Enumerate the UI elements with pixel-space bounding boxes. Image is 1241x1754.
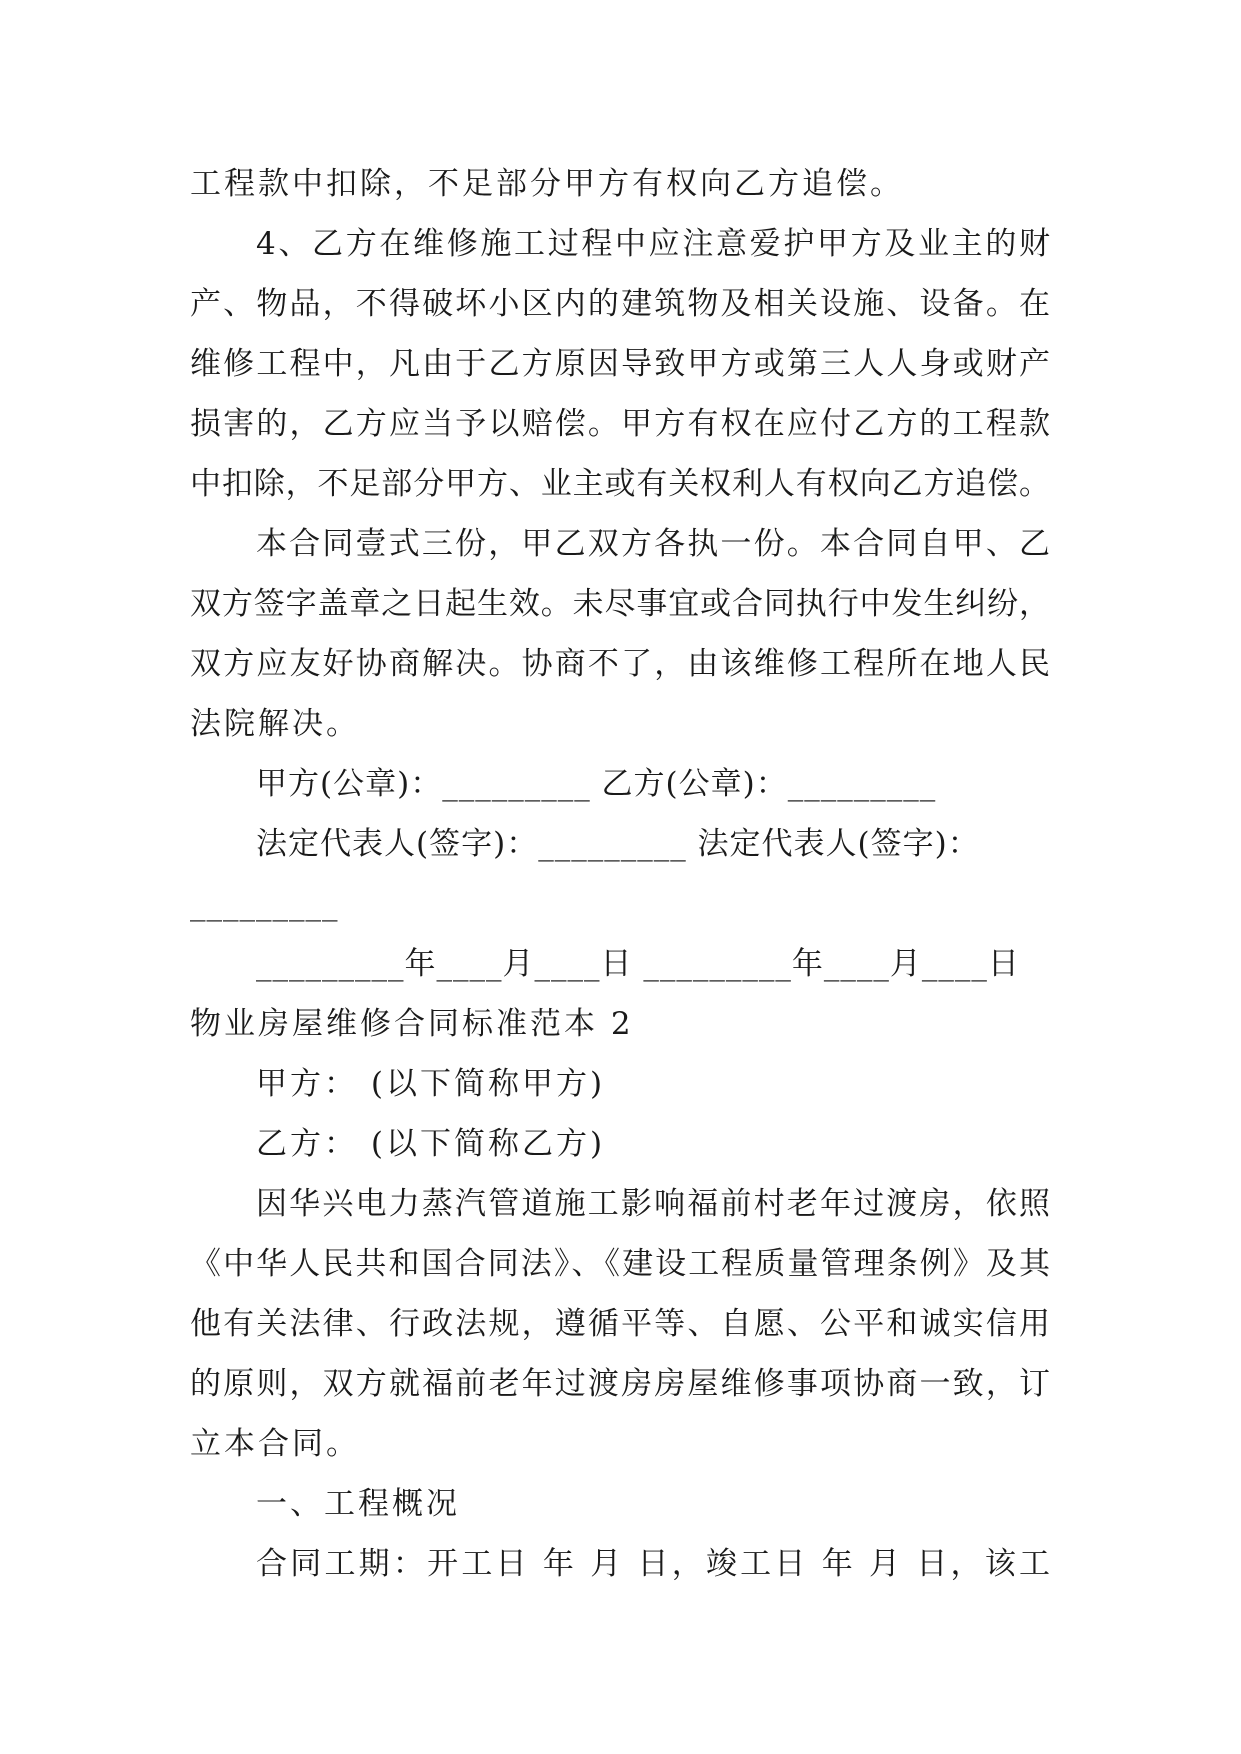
- paragraph-line: 双方应友好协商解决。协商不了，由该维修工程所在地人民: [190, 646, 1050, 682]
- signature-line: 法定代表人(签字)：_________ 法定代表人(签字)：: [256, 826, 980, 862]
- paragraph-line: 4、乙方在维修施工过程中应注意爱护甲方及业主的财: [256, 226, 1050, 262]
- paragraph-line: 合同工期：开工日 年 月 日，竣工日 年 月 日，该工: [256, 1546, 1050, 1582]
- paragraph-line: 双方签字盖章之日起生效。未尽事宜或合同执行中发生纠纷，: [190, 586, 1050, 622]
- paragraph-line: 他有关法律、行政法规，遵循平等、自愿、公平和诚实信用: [190, 1306, 1050, 1342]
- party-line: 甲方： (以下简称甲方): [256, 1066, 606, 1102]
- paragraph-line: 立本合同。: [190, 1426, 360, 1462]
- signature-blank: _________: [190, 886, 339, 922]
- section-heading: 一、工程概况: [256, 1486, 460, 1522]
- paragraph-line: 中扣除，不足部分甲方、业主或有关权利人有权向乙方追偿。: [190, 466, 1050, 502]
- section-title: 物业房屋维修合同标准范本 2: [190, 1006, 634, 1042]
- paragraph-line: 《中华人民共和国合同法》、《建设工程质量管理条例》及其: [190, 1246, 1050, 1282]
- paragraph-line: 维修工程中，凡由于乙方原因导致甲方或第三人人身或财产: [190, 346, 1050, 382]
- date-line: _________年____月____日 _________年____月____日: [256, 946, 1020, 982]
- paragraph-line: 本合同壹式三份，甲乙双方各执一份。本合同自甲、乙: [256, 526, 1050, 562]
- paragraph-line: 因华兴电力蒸汽管道施工影响福前村老年过渡房，依照: [256, 1186, 1050, 1222]
- paragraph-line: 法院解决。: [190, 706, 360, 742]
- paragraph-line: 的原则，双方就福前老年过渡房房屋维修事项协商一致，订: [190, 1366, 1050, 1402]
- signature-line: 甲方(公章)：_________ 乙方(公章)：_________: [256, 766, 937, 802]
- paragraph-line: 产、物品，不得破坏小区内的建筑物及相关设施、设备。在: [190, 286, 1050, 322]
- paragraph-line: 损害的，乙方应当予以赔偿。甲方有权在应付乙方的工程款: [190, 406, 1050, 442]
- paragraph-line: 工程款中扣除，不足部分甲方有权向乙方追偿。: [190, 166, 904, 202]
- party-line: 乙方： (以下简称乙方): [256, 1126, 606, 1162]
